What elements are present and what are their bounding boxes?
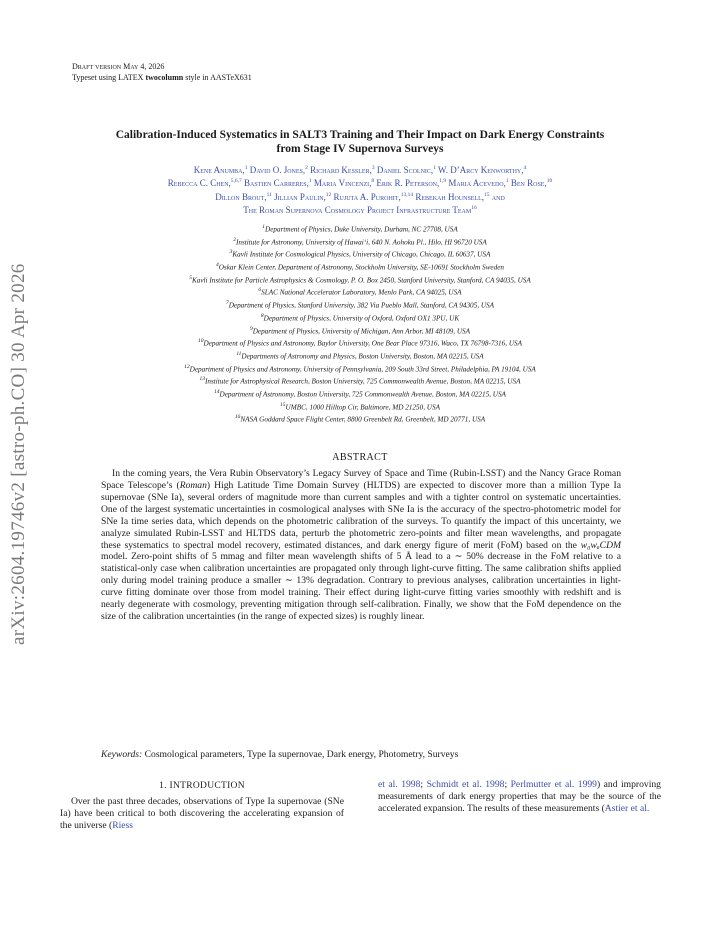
abstract-body [101,468,621,623]
section-heading-introduction: 1. INTRODUCTION [159,781,245,791]
affiliation-text: Department of Astronomy, Boston University, 725 Commonwealth Avenue, Boston, MA 02215, USA [219,390,506,399]
author-line-1 [40,163,680,176]
affiliation-text: Department of Physics, University of Oxford, Oxford OX1 3PU, UK [263,314,460,323]
arxiv-id: arXiv:2604.19746v2 [astro-ph.CO] 30 Apr 2026 [8,263,29,645]
affiliation-number: 14 [214,388,220,395]
author-affil-sup: 1,9 [439,178,447,185]
typeset-suffix: style in AASTeX631 [183,73,252,82]
affiliation-text: Kavli Institute for Particle Astrophysics & Cosmology, P. O. Box 2450, Stanford University, Stanford, CA 94035, USA [191,276,531,285]
affiliation-item [40,311,680,324]
affiliation-item [40,412,680,425]
keywords [101,749,621,761]
affiliation-text: Department of Physics, University of Michigan, Ann Arbor, MI 48109, USA [252,326,471,335]
affiliation-item [40,235,680,248]
typeset-line [72,72,252,83]
affiliation-number: 7 [225,300,229,307]
author-name: Rujuta A. Purohit, [333,191,401,202]
affiliation-number: 4 [215,262,219,269]
abstract-model: w₀wₐCDM [580,539,621,551]
author-affil-sup: 4 [523,165,527,171]
affiliation-number: 11 [236,350,242,357]
author-line-2 [40,176,680,189]
affiliation-item [40,285,680,298]
author-affil-sup: 11 [266,191,272,198]
affiliation-number: 2 [233,236,236,243]
affiliation-item [40,247,680,260]
author-name: David O. Jones, [249,165,306,175]
author-affil-sup: 1 [433,165,436,171]
abstract-part-3: model. Zero-point shifts of 5 mmag and filter mean wavelength shifts of 5 Å lead to a ∼ 50% decrease in the FoM relative to a statistical-only case when calibration uncertainties are propagated only through light-curve fitting. The same calibration shifts applied only during model training produce a smaller ∼ 13% degradation. Contrary to previous analyses, calibration uncertainties in light-curve fitting dominate over those from model training. Their effect during light-curve fitting varies smoothly with redshift and is nearly degenerate with cosmology, preventing mitigation through self-calibration. Finally, we show that the FoM dependence on the size of the calibration uncertainties (in the range of expected sizes) is roughly linear. [101,551,621,623]
affiliation-text: Department of Physics and Astronomy, Baylor University, One Bear Place 97316, Waco, TX 76798-7316, USA [203,339,523,348]
keywords-text: Cosmological parameters, Type Ia supernovae, Dark energy, Photometry, Surveys [142,749,459,760]
affiliation-item [40,400,680,413]
citation-link[interactable]: Perlmutter et al. 1999 [510,779,597,790]
affiliation-number: 3 [229,249,233,256]
abstract-roman: Roman [179,479,207,491]
affiliation-item [40,260,680,273]
author-list [40,163,680,216]
affiliation-item [40,273,680,286]
affiliation-number: 15 [280,401,286,408]
title-line-1: Calibration-Induced Systematics in SALT3 Training and Their Impact on Dark Energy Constraints [115,129,605,141]
affiliation-text: Department of Physics, Stanford University, 382 Via Pueblo Mall, Stanford, CA 94305, USA [228,301,495,310]
intro-right-column [378,779,661,815]
affiliation-item [40,374,680,387]
author-name: Daniel Scolnic, [376,165,434,175]
affiliation-text: Department of Physics, Duke University, Durham, NC 27708, USA [265,225,458,234]
affiliation-number: 5 [189,274,192,281]
affiliation-number: 9 [249,325,253,332]
affiliation-text: Oskar Klein Center, Department of Astronomy, Stockholm University, SE-10691 Stockholm Sweden [218,263,504,272]
affiliation-text: SLAC National Accelerator Laboratory, Menlo Park, CA 94025, USA [261,288,462,297]
author-affil-sup: 16 [471,204,477,211]
typeset-prefix: Typeset using [72,73,119,82]
twocolumn-label: twocolumn [145,73,184,82]
abstract-heading: ABSTRACT [332,452,388,463]
affiliation-text: Institute for Astronomy, University of Hawai‘i, 640 N. Aohoku Pl., Hilo, HI 96720 USA [235,238,487,247]
author-name: W. D’Arcy Kenworthy, [438,165,524,175]
affiliation-text: Institute for Astrophysical Research, Boston University, 725 Commonwealth Avenue, Boston, MA 02215, USA [205,377,521,386]
citation-link[interactable]: Schmidt et al. 1998 [426,779,505,790]
author-name: Erik R. Peterson, [376,178,440,189]
affiliation-item [40,222,680,235]
affiliation-number: 1 [262,224,266,230]
keywords-label: Keywords: [101,749,143,760]
citation-separator: ; [504,779,511,790]
affiliation-number: 12 [184,363,190,370]
affiliation-number: 6 [258,287,262,294]
author-name: Rebecca C. Chen, [167,178,231,189]
author-name: Richard Kessler, [310,165,372,175]
author-name: Maria Acevedo, [448,178,506,189]
affiliation-number: 10 [197,338,204,345]
affiliation-number: 16 [234,414,241,421]
paper-title [60,128,660,156]
author-affil-sup: 1 [505,178,509,185]
draft-version: Draft version May 4, 2026 [72,62,165,71]
citation-link[interactable]: Astier et al. [604,803,650,814]
affiliation-text: Departments of Astronomy and Physics, Boston University, Boston, MA 02215, USA [241,352,484,361]
affiliation-item [40,324,680,337]
author-affil-sup: 13,14 [400,191,414,198]
affiliation-item [40,298,680,311]
intro-right-text: ) and improving measurements of dark energy properties that may be the source of the accelerated expansion. The results of these measurements ( [378,779,661,814]
author-name: Jillian Paulin, [274,191,326,202]
affiliation-item [40,336,680,349]
latex-logo: LATEX [118,73,144,82]
citation-link[interactable]: Riess [112,820,134,831]
author-name: Rebekah Hounsell, [415,191,485,202]
intro-left-column [60,796,344,832]
citation-link[interactable]: et al. 1998 [378,779,421,790]
author-name: Bastien Carreres, [244,178,309,189]
affiliation-number: 13 [199,376,205,383]
running-header [72,61,252,83]
author-name: Ben Rose, [510,178,547,189]
affiliation-item [40,362,680,375]
author-and: and [491,191,505,202]
affiliation-item [40,349,680,362]
author-affil-sup: 12 [325,191,332,198]
author-name: Maria Vincenzi, [313,178,372,189]
author-name: Kene Anumba, [193,165,245,175]
author-affil-sup: 15 [484,191,490,198]
affiliation-text: UMBC, 1000 Hilltop Cir, Baltimore, MD 21250, USA [285,403,440,412]
affiliation-number: 8 [260,312,264,319]
author-affil-sup: 2 [305,165,308,171]
affiliation-text: Kavli Institute for Cosmological Physics, University of Chicago, Chicago, IL 60637, USA [232,250,491,259]
author-affil-sup: 1 [308,178,312,185]
author-affil-sup: 1 [244,165,248,171]
abstract-part-1: In the coming years, the Vera Rubin Observatory’s Legacy Survey of Space and Time (Rubin-LSST) and the Nancy Grace Roman Space Telescope’s ( [101,468,621,491]
title-line-2: from Stage IV Supernova Surveys [276,143,444,155]
author-line-3 [40,190,680,203]
author-affil-sup: 8 [371,178,375,185]
author-name: Dillon Brout, [215,191,267,202]
intro-left-text: Over the past three decades, observations of Type Ia supernovae (SNe Ia) have been critical to both discovering the accelerating expansion of the universe ( [60,796,344,831]
affiliation-text: Department of Physics and Astronomy, University of Pennsylvania, 209 South 33rd Street, Philadelphia, PA 19104, USA [189,364,536,373]
citation-separator: ; [420,779,427,790]
author-name: The Roman Supernova Cosmology Project Infrastructure Team [243,204,472,215]
affiliation-list [40,222,680,425]
abstract-part-2: ) High Latitude Time Domain Survey (HLTDS) are expected to discover more than a million Type Ia supernovae (SNe Ia), several orders of magnitude more than current samples and with a tighter control on systematic uncertainties. One of the largest systematic uncertainties in cosmological analyses with SNe Ia is the accuracy of the spectro-photometric model for SNe Ia time series data, which depends on the photometric calibration of the surveys. To quantify the impact of this uncertainty, we analyze simulated Rubin-LSST and HLTDS data, perturb the photometric zero-points and filter mean wavelengths, and propagate these systematics to spectral model recovery, estimated distances, and dark energy figure of merit (FoM) based on the [101,479,621,551]
author-affil-sup: 3 [371,165,375,171]
affiliation-item [40,387,680,400]
author-line-4 [40,203,680,216]
author-affil-sup: 10 [546,178,553,185]
author-affil-sup: 5,6,7 [230,178,242,185]
affiliation-text: NASA Goddard Space Flight Center, 8800 Greenbelt Rd, Greenbelt, MD 20771, USA [240,415,486,424]
